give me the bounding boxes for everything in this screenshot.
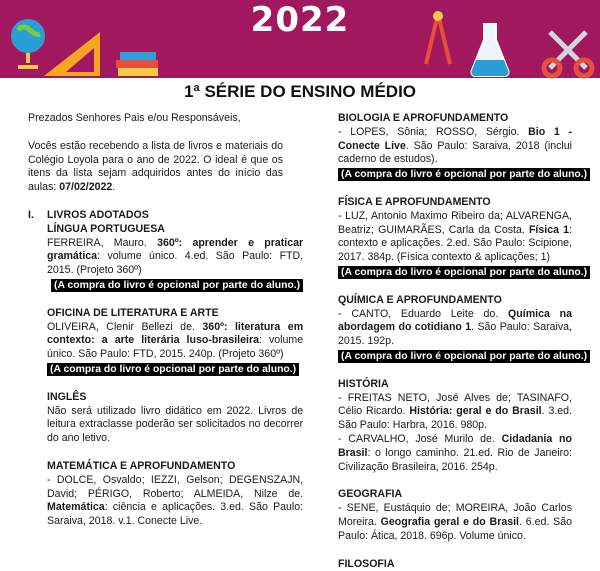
right-column	[338, 112, 588, 571]
heading-fisica: FÍSICA E APROFUNDAMENTO	[338, 195, 491, 208]
compass-icon	[418, 8, 458, 68]
book-entry: - DOLCE, Osvaldo; IEZZI, Gelson; DEGENSZAJN, David; PÉRIGO, Roberto; ALMEIDA, Nilze de. Matemática: ciência e aplicações. 3.ed. São Paulo: Saraiva, 2018. v.1. Conecte Live.	[47, 473, 304, 528]
page-title: 1ª SÉRIE DO ENSINO MÉDIO	[183, 82, 417, 101]
book-entry: - LUZ, Antonio Maximo Ribeiro da; ALVARENGA, Beatriz; GUIMARÃES, Carla da Costa. Física 1: contexto e aplicações. 2.ed. São Paulo: Scipione, 2017. 384p. (Física contexto & aplicações; 1)	[338, 209, 572, 264]
heading-geografia: GEOGRAFIA	[338, 488, 403, 501]
optional-purchase-notice: (A compra do livro é opcional por parte do aluno.)	[47, 363, 299, 376]
book-entry: - CANTO, Eduardo Leite do. Química na abordagem do cotidiano 1. São Paulo: Saraiva, 2015. 192p.	[338, 307, 572, 348]
left-column	[28, 112, 304, 529]
flask-icon	[468, 20, 512, 78]
optional-purchase-notice: (A compra do livro é opcional por parte do aluno.)	[338, 350, 590, 363]
start-date: 07/02/2022	[59, 181, 113, 194]
heading-lingua-portuguesa: LÍNGUA PORTUGUESA	[47, 222, 165, 235]
heading-matematica: MATEMÁTICA E APROFUNDAMENTO	[47, 459, 236, 472]
heading-ingles: INGLÊS	[47, 390, 87, 403]
scissors-icon	[540, 22, 598, 78]
heading-biologia: BIOLOGIA E APROFUNDAMENTO	[338, 112, 509, 124]
intro-paragraph: Vocês estão recebendo a lista de livros e materiais do Colégio Loyola para o ano de 2022. O ideal é que os itens da lista sejam adquiridos antes do início das aulas: 07/02/2022.	[28, 139, 283, 194]
book-entry: OLIVEIRA, Clenir Bellezi de. 360º: literatura em contexto: a arte literária luso-brasileira: volume único. São Paulo: FTD, 2015. 240p. (Projeto 360º)	[47, 320, 304, 361]
banner-year: 2022	[250, 0, 350, 40]
optional-purchase-notice: (A compra do livro é opcional por parte do aluno.)	[338, 168, 590, 181]
heading-quimica: QUÍMICA E APROFUNDAMENTO	[338, 293, 502, 306]
book-entry: - CARVALHO, José Murilo de. Cidadania no Brasil: o longo caminho. 21.ed. Rio de Janeiro: Civilização Brasileira, 2016. 254p.	[338, 432, 572, 473]
section-livros-adotados	[28, 208, 304, 529]
book-entry: FERREIRA, Mauro. 360º: aprender e praticar gramática: volume único. 4.ed. São Paulo: FTD, 2015. (Projeto 360º)	[47, 236, 304, 277]
books-icon	[112, 30, 162, 78]
optional-purchase-notice: (A compra do livro é opcional por parte do aluno.)	[51, 279, 303, 292]
header-banner	[0, 0, 600, 78]
ingles-note: Não será utilizado livro didático em 2022. Livros de leitura extraclasse poderão ser solicitados no decorrer do ano letivo.	[47, 404, 304, 445]
book-entry: - SENE, Eustáquio de; MOREIRA, João Carlos Moreira. Geografia geral e do Brasil. 6.ed. São Paulo: Ática, 2018. 696p. Volume único.	[338, 502, 572, 542]
optional-purchase-notice: (A compra do livro é opcional por parte do aluno.)	[338, 266, 590, 279]
book-entry: - FREITAS NETO, José Alves de; TASINAFO, Célio Ricardo. História: geral e do Brasil. 3.ed. São Paulo: Harbra, 2016. 980p.	[338, 391, 573, 432]
heading-filosofia: FILOSOFIA	[338, 557, 395, 570]
greeting: Prezados Senhores Pais e/ou Responsáveis,	[28, 112, 241, 124]
ruler-triangle-icon	[40, 28, 110, 78]
book-entry: - LOPES, Sônia; ROSSO, Sérgio. Bio 1 - Conecte Live. São Paulo: Saraiva, 2018 (inclui caderno de estudos).	[338, 125, 573, 166]
section-title: LIVROS ADOTADOS	[47, 208, 149, 221]
heading-oficina: OFICINA DE LITERATURA E ARTE	[47, 306, 219, 319]
heading-historia: HISTÓRIA	[338, 377, 389, 390]
section-numeral: I.	[28, 208, 34, 221]
